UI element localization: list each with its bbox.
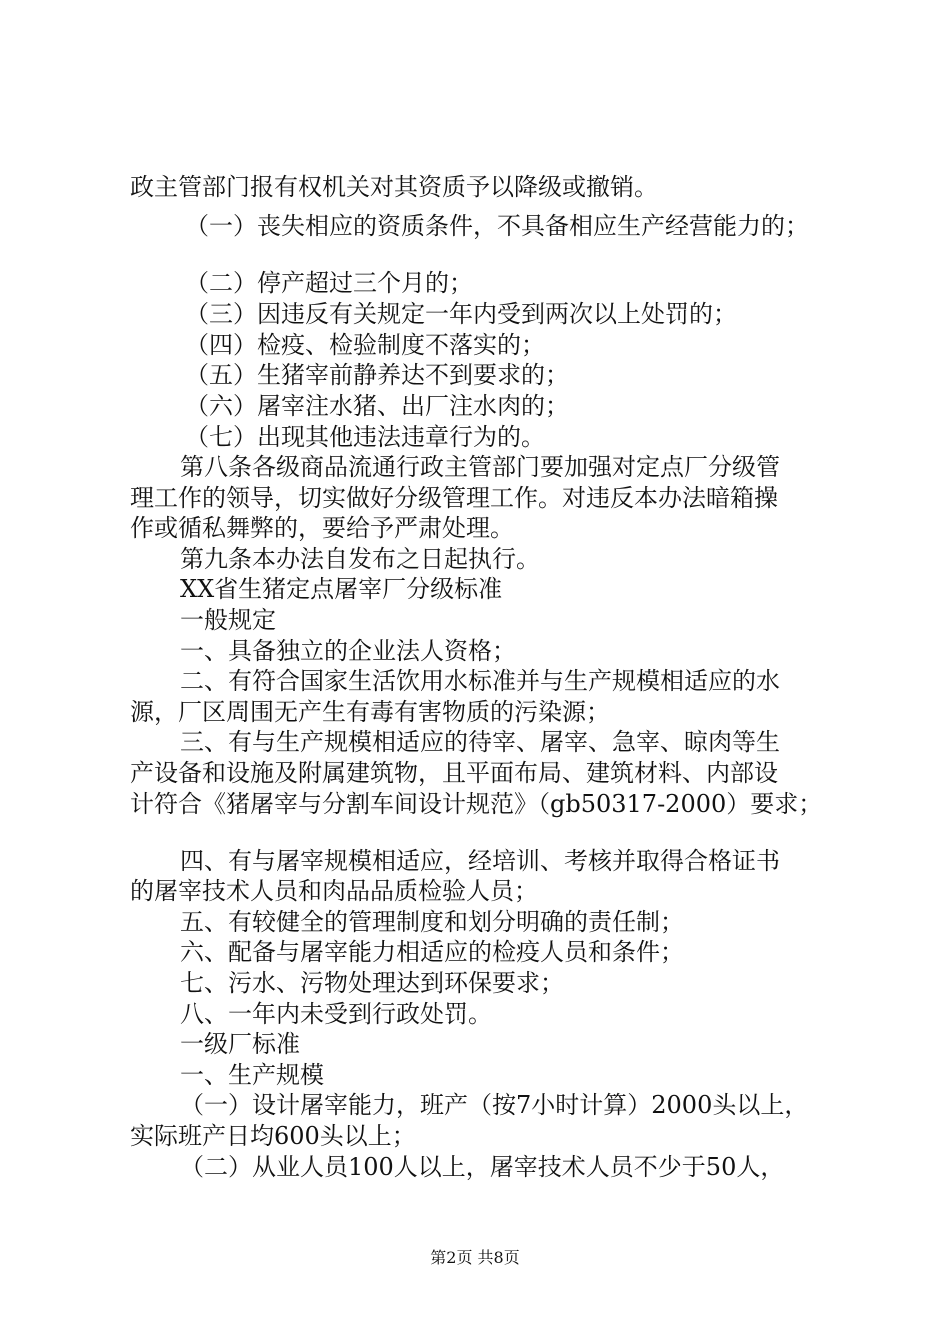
text-line: 源，厂区周围无产生有毒有害物质的污染源； — [130, 698, 610, 726]
text-line: （七）出现其他违法违章行为的。 — [185, 423, 545, 451]
text-line: 一般规定 — [180, 606, 276, 634]
text-line: 一、生产规模 — [180, 1061, 324, 1089]
text-line: 八、一年内未受到行政处罚。 — [180, 1000, 492, 1028]
text-line: 政主管部门报有权机关对其资质予以降级或撤销。 — [130, 173, 658, 201]
text-line: 理工作的领导，切实做好分级管理工作。对违反本办法暗箱操 — [130, 484, 778, 512]
text-line: （二）停产超过三个月的； — [185, 269, 473, 297]
text-line: 四、有与屠宰规模相适应，经培训、考核并取得合格证书 — [180, 847, 780, 875]
text-line: （三）因违反有关规定一年内受到两次以上处罚的； — [185, 300, 737, 328]
text-line: 一、具备独立的企业法人资格； — [180, 637, 516, 665]
text-line: 三、有与生产规模相适应的待宰、屠宰、急宰、晾肉等生 — [180, 728, 780, 756]
text-line: （一）丧失相应的资质条件，不具备相应生产经营能力的； — [185, 212, 809, 240]
text-line: 产设备和设施及附属建筑物，且平面布局、建筑材料、内部设 — [130, 759, 778, 787]
text-line: 一级厂标准 — [180, 1030, 300, 1058]
text-line: 六、配备与屠宰能力相适应的检疫人员和条件； — [180, 938, 684, 966]
text-line: 作或循私舞弊的，要给予严肃处理。 — [130, 514, 514, 542]
text-line: 第九条本办法自发布之日起执行。 — [180, 545, 540, 573]
text-line: 计符合《猪屠宰与分割车间设计规范》（gb50317-2000）要求； — [130, 790, 823, 818]
text-line: （五）生猪宰前静养达不到要求的； — [185, 361, 569, 389]
page-number-footer: 第2页 共8页 — [430, 1248, 520, 1267]
text-line: （六）屠宰注水猪、出厂注水肉的； — [185, 392, 569, 420]
text-line: 实际班产日均600头以上； — [130, 1122, 416, 1150]
text-line: （一）设计屠宰能力，班产（按7小时计算）2000头以上， — [180, 1091, 809, 1119]
text-line: （二）从业人员100人以上，屠宰技术人员不少于50人， — [180, 1153, 785, 1181]
text-line: 第八条各级商品流通行政主管部门要加强对定点厂分级管 — [180, 453, 780, 481]
text-line: XX省生猪定点屠宰厂分级标准 — [180, 575, 503, 603]
text-line: 七、污水、污物处理达到环保要求； — [180, 969, 564, 997]
text-line: 的屠宰技术人员和肉品品质检验人员； — [130, 877, 538, 905]
text-line: 五、有较健全的管理制度和划分明确的责任制； — [180, 908, 684, 936]
text-line: （四）检疫、检验制度不落实的； — [185, 331, 545, 359]
text-line: 二、有符合国家生活饮用水标准并与生产规模相适应的水 — [180, 667, 780, 695]
